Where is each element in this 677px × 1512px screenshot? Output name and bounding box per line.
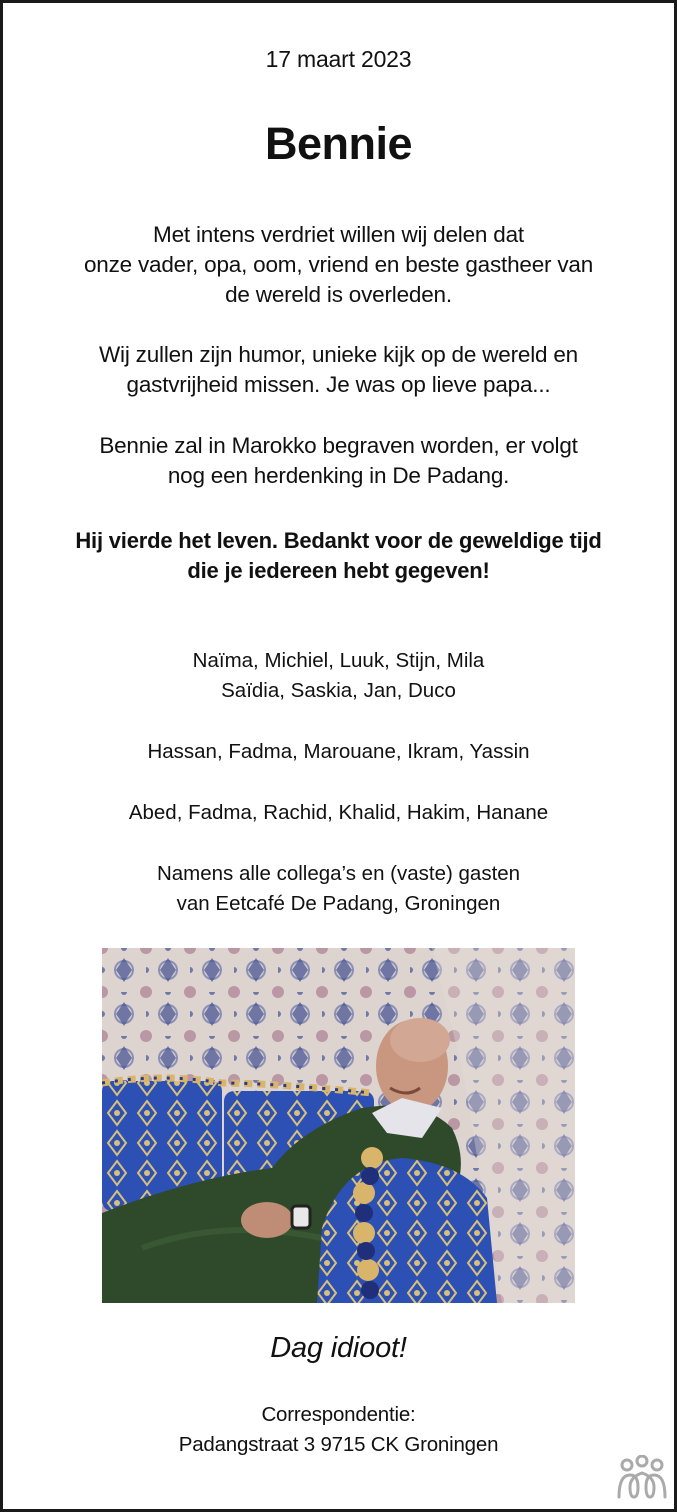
paragraph-2-line-1: Wij zullen zijn humor, unieke kijk op de wereld en: [99, 342, 578, 367]
correspondence-address: Padangstraat 3 9715 CK Groningen: [178, 1433, 499, 1456]
correspondence-label: Correspondentie:: [261, 1403, 416, 1426]
date: 17 maart 2023: [265, 46, 412, 72]
portrait-photo: [102, 948, 575, 1303]
paragraph-3-line-2: nog een herdenking in De Padang.: [167, 463, 510, 488]
paragraph-3-line-1: Bennie zal in Marokko begraven worden, er volgt: [99, 433, 578, 458]
tribute-line-1: Hij vierde het leven. Bedankt voor de geweldige tijd: [75, 528, 602, 553]
deceased-name: Bennie: [264, 118, 413, 169]
closing-words: Dag idioot!: [270, 1332, 407, 1364]
tribute-line-2: die je iedereen hebt gegeven!: [187, 558, 490, 583]
colleagues-line-1: Namens alle collega’s en (vaste) gasten: [156, 862, 521, 885]
people-group-icon: [616, 1455, 668, 1499]
family-group-1-line-1: Naïma, Michiel, Luuk, Stijn, Mila: [192, 649, 485, 672]
family-group-3: Abed, Fadma, Rachid, Khalid, Hakim, Hanane: [128, 801, 549, 824]
paragraph-1-line-3: de wereld is overleden.: [225, 282, 452, 307]
paragraph-1-line-2: onze vader, opa, oom, vriend en beste gastheer van: [83, 252, 594, 277]
paragraph-1-line-1: Met intens verdriet willen wij delen dat: [153, 222, 524, 247]
colleagues-line-2: van Eetcafé De Padang, Groningen: [176, 892, 501, 915]
family-group-1-line-2: Saïdia, Saskia, Jan, Duco: [221, 679, 456, 702]
family-group-2: Hassan, Fadma, Marouane, Ikram, Yassin: [147, 740, 530, 763]
paragraph-2-line-2: gastvrijheid missen. Je was op lieve papa...: [126, 372, 551, 397]
